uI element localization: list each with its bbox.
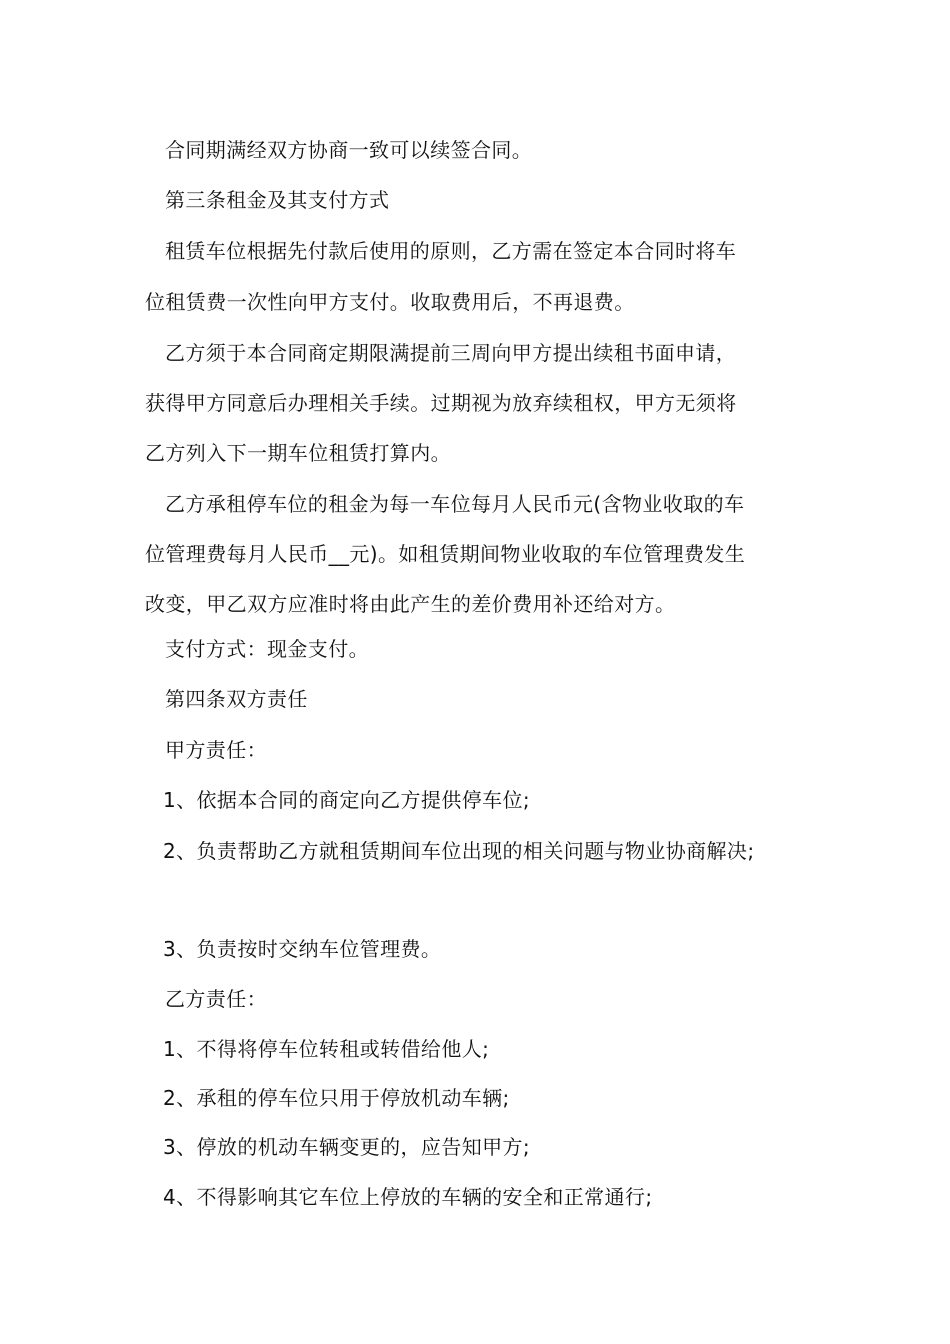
list-item: 1、不得将停车位转租或转借给他人;	[163, 1037, 490, 1061]
list-item: 4、不得影响其它车位上停放的车辆的安全和正常通行;	[163, 1185, 653, 1209]
paragraph-line: 改变，甲乙双方应准时将由此产生的差价费用补还给对方。	[145, 592, 676, 616]
paragraph-line: 获得甲方同意后办理相关手续。过期视为放弃续租权，甲方无须将	[145, 391, 737, 415]
paragraph-line: 甲方责任：	[165, 738, 267, 762]
list-item: 3、停放的机动车辆变更的，应告知甲方;	[163, 1135, 531, 1159]
paragraph-line: 位租赁费一次性向甲方支付。收取费用后，不再退费。	[145, 290, 635, 314]
paragraph-line: 位管理费每月人民币__元)。如租赁期间物业收取的车位管理费发生	[145, 542, 746, 566]
paragraph-line: 租赁车位根据先付款后使用的原则，乙方需在签定本合同时将车	[165, 239, 737, 263]
list-item: 2、负责帮助乙方就租赁期间车位出现的相关问题与物业协商解决;	[163, 839, 755, 863]
paragraph-line: 乙方责任：	[165, 987, 267, 1011]
section-heading: 第四条双方责任	[165, 687, 308, 711]
paragraph-line: 乙方列入下一期车位租赁打算内。	[145, 441, 451, 465]
list-item: 2、承租的停车位只用于停放机动车辆;	[163, 1086, 510, 1110]
section-heading: 第三条租金及其支付方式	[165, 188, 390, 212]
paragraph-line: 乙方承租停车位的租金为每一车位每月人民币元(含物业收取的车	[165, 492, 745, 516]
paragraph-line: 支付方式：现金支付。	[165, 637, 369, 661]
paragraph-line: 乙方须于本合同商定期限满提前三周向甲方提出续租书面申请，	[165, 341, 737, 365]
paragraph-line: 合同期满经双方协商一致可以续签合同。	[165, 138, 533, 162]
list-item: 3、负责按时交纳车位管理费。	[163, 937, 442, 961]
list-item: 1、依据本合同的商定向乙方提供停车位;	[163, 788, 531, 812]
